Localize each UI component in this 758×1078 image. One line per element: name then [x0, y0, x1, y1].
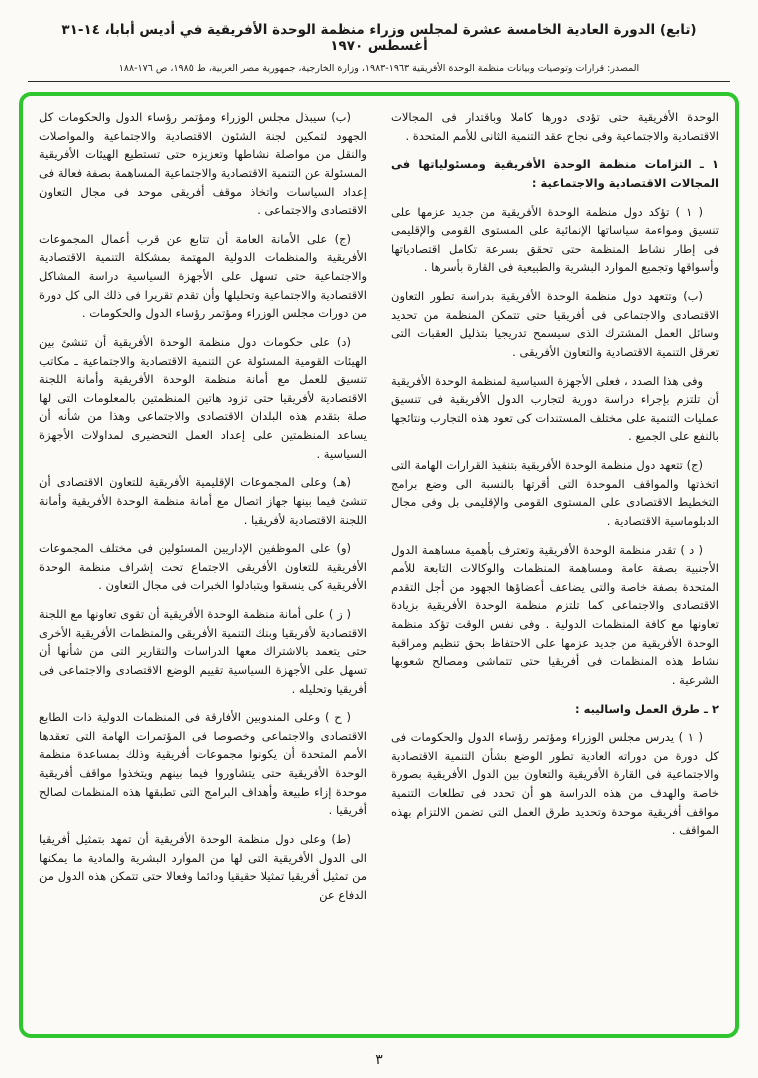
body-paragraph: ( ح ) وعلى المندوبين الأفارقة فى المنظمات الدولية ذات الطابع الاقتصادى والاجتماعى وخصوصا فى المؤتمرات الهامة التى تعقدها الأمم المتحدة أن يكونوا مجموعات أفريقية وذلك بمساعدة منظمة الوحدة الأفريقية حتى يتشاوروا فيما بينهم ويتخذوا مواقف أفريقية موحدة إزاء طبيعة وأهداف البرامج التى تطبقها هذه المنظمات لصالح أفريقيا .: [39, 710, 367, 818]
document-title: (تابع) الدورة العادية الخامسة عشرة لمجلس وزراء منظمة الوحدة الأفريقية في أديس أبابا، ١٤-٣١ أغسطس ١٩٧٠: [61, 22, 697, 54]
body-paragraph: ( د ) تقدر منظمة الوحدة الأفريقية وتعترف بأهمية مساهمة الدول الأجنبية بصفة عامة ومساهمة المنظمات والوكالات التابعة للأمم المتحدة بصفة خاصة والتى يضاعف أعضاؤها الجهود من أجل التقدم الاقتصادى والاجتماعى كما تلتزم منظمة الوحدة الأفريقية بزيادة تعاونها مع كافة المنظمات الدولية . وفى نفس الوقت تؤكد منظمة الوحدة الأفريقية من جديد عزمها على الاحتفاظ بحق تنظيم ومراقبة نشاط هذه المنظمات فى أفريقيا حتى تتماشى ومصالح شعوبها الشرعية .: [391, 542, 719, 687]
section-heading-1: ١ ـ التزامات منظمة الوحدة الأفريقية ومسئولياتها فى المجالات الاقتصادية والاجتماعية :: [391, 157, 719, 190]
body-paragraph: (ج) على الأمانة العامة أن تتابع عن قرب أعمال المجموعات الأفريقية والمنظمات الدولية المهتمة بمشكلة التنمية الاقتصادية والاجتماعية حتى تسهل على الأجهزة السياسية دراسة المشاكل الاقتصادية والاجتماعية وتحليلها وأن تقدم تقريرا فى ذلك الى كل دورة من دورات مجلس الوزراء ومؤتمر رؤساء الدول والحكومات .: [39, 231, 367, 321]
left-column: [39, 108, 367, 1024]
body-paragraph: (ط) وعلى دول منظمة الوحدة الأفريقية أن تمهد بتمثيل أفريقيا الى الدول الأفريقية التى لها من الموارد البشرية والمادية ما يمكنها من تمثيل أفريقيا تمثيلا حقيقيا ودائما وفعالا حتى تتمكن هذه الدول من الدفاع عن: [39, 831, 367, 902]
header-divider: [28, 81, 730, 82]
body-paragraph: ( ١ ) يدرس مجلس الوزراء ومؤتمر رؤساء الدول والحكومات فى كل دورة من دوراته العادية تطور الوضع بشأن التنمية الاقتصادية والاجتماعية فى القارة الأفريقية والتعاون بين الدول الأفريقية بصورة خاصة والهدف من هذه الدراسة هو أن تحدد فى تطلعات التنمية مواقف أفريقية موحدة وتحديد طرق العمل التى تضمن الالتزام بهذه المواقف .: [391, 730, 719, 838]
body-paragraph: (د) على حكومات دول منظمة الوحدة الأفريقية أن تنشئ بين الهيئات القومية المسئولة عن التنمية الاقتصادية والاجتماعية ـ مكاتب تنسيق للعمل مع أمانة منظمة الوحدة الأفريقية وأمانة اللجنة الاقتصادية لأفريقيا حتى تزود هاتين المنظمتين بالمعلومات التى لها صلة بتقدم هذه البلدان الاقتصادى والاجتماعى وهذا من شأنه أن يساعد المنظمتين على إعداد العمل التحضيرى لمداولات الأجهزة السياسية .: [39, 334, 367, 461]
document-source: المصدر: قرارات وتوصيات وبيانات منظمة الوحدة الأفريقية ١٩٦٣-١٩٨٣، وزارة الخارجية، جمهورية مصر العربية، ط ١٩٨٥، ص ١٧٦-١٨٨: [118, 63, 640, 74]
section-heading-2: ٢ ـ طرق العمل واساليبه :: [575, 701, 719, 716]
page-header: [0, 0, 758, 82]
page-number: ٣: [375, 1052, 383, 1068]
body-paragraph: (ب) وتتعهد دول منظمة الوحدة الأفريقية بدراسة تطور التعاون الاقتصادى والاجتماعى فى أفريقيا حتى تتمكن المنظمة من تحديد وسائل العمل المشترك الذى سيسمح تدريجيا بتذليل العقبات التى تعرقل التنمية الاقتصادية والتعاون الأفريقى .: [391, 289, 719, 359]
bordered-content-box: [19, 92, 739, 1038]
body-paragraph: (هـ) وعلى المجموعات الإقليمية الأفريقية للتعاون الاقتصادى أن تنشئ فيما بينها جهاز اتصال مع أمانة منظمة الوحدة الأفريقية وأمانة اللجنة الاقتصادية لأفريقيا .: [39, 475, 367, 527]
body-paragraph: ( ١ ) تؤكد دول منظمة الوحدة الأفريقية من جديد عزمها على تنسيق ومواءمة سياساتها الإنمائية على المستوى القومى والإقليمى فى إطار نشاط المنظمة حتى تحقق بسرعة تكامل اقتصادياتها وأسواقها وتجميع الموارد البشرية والطبيعية فى القارة بأسرها .: [391, 204, 719, 275]
body-paragraph: (و) على الموظفين الإداريين المسئولين فى مختلف المجموعات الأفريقية للتعاون الأفريقى الاجتماع تحت إشراف منظمة الوحدة الأفريقية كى ينسقوا ويتبادلوا الخبرات فى مجال التعاون .: [39, 541, 367, 593]
body-paragraph: (ج) تتعهد دول منظمة الوحدة الأفريقية بتنفيذ القرارات الهامة التى اتخذتها والمواقف الموحدة التى أقرتها بالنسبة الى وضع برامج التخطيط الاقتصادى على المستوى القومى والإقليمى بل وفى مجال الدبلوماسية الاقتصادية .: [391, 458, 719, 528]
body-paragraph: (ب) سيبذل مجلس الوزراء ومؤتمر رؤساء الدول والحكومات كل الجهود لتمكين لجنة الشئون الاقتصادية والاجتماعية والمواصلات والنقل من مواصلة نشاطها وتعزيزه حتى تستطيع الهيئات الأفريقية المسئولة عن التنمية الاقتصادية والاجتماعية المساهمة بصفة فعالة فى إعداد السياسات واتخاذ موقف أفريقى موحد فى مجال التعاون الاقتصادى والاجتماعى .: [39, 110, 367, 218]
body-paragraph: ( ز ) على أمانة منظمة الوحدة الأفريقية أن تقوى تعاونها مع اللجنة الاقتصادية لأفريقيا وبنك التنمية الأفريقى والمنظمات الأفريقية الأخرى حتى يتعمد بالاشتراك معها الدراسات والتقارير التى من شأنها أن تسهل على الأجهزة السياسية تقييم الوضع الاقتصادى والاجتماعى فى أفريقيا وتحليله .: [39, 607, 367, 696]
body-paragraph: الوحدة الأفريقية حتى تؤدى دورها كاملا وباقتدار فى المجالات الاقتصادية والاجتماعية وفى نجاح عقد التنمية الثانى للأمم المتحدة .: [391, 110, 719, 143]
right-column: [391, 108, 719, 1024]
body-paragraph: وفى هذا الصدد ، فعلى الأجهزة السياسية لمنظمة الوحدة الأفريقية أن تلتزم بإجراء دراسة دورية لتجارب الدول الأفريقية فى تنسيق عمليات التنمية على مختلف المستندات كى تعود هذه التجارب ونتائجها بالنفع على الجميع .: [391, 373, 719, 444]
